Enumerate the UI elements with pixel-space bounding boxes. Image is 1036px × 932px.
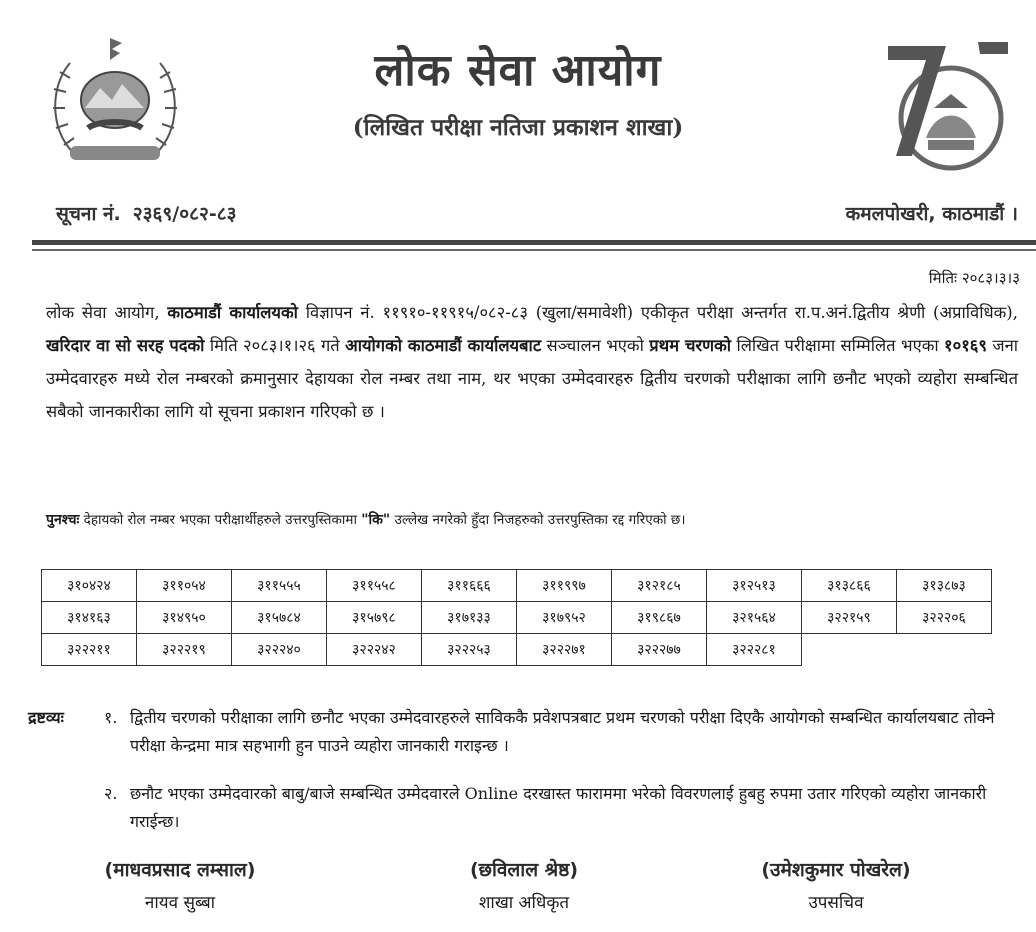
notice-number-value: २३६९/०८२-८३ — [132, 203, 237, 225]
roll-number-cell: ३१३८६६ — [802, 570, 897, 602]
signatory-name: (उमेशकुमार पोखरेल) — [761, 859, 911, 881]
roll-number-cell: ३१९८६७ — [612, 602, 707, 634]
signatory-name: (छविलाल श्रेष्ठ) — [469, 859, 579, 881]
empty-cell — [802, 634, 897, 666]
empty-cell — [897, 634, 992, 666]
header-divider-thin — [32, 249, 1036, 251]
postscript-label: पुनश्चः — [46, 512, 80, 528]
table-row — [42, 634, 992, 666]
signatory-3 — [706, 856, 966, 913]
signatory-1 — [50, 856, 310, 913]
header-divider — [32, 240, 1036, 245]
roll-number-cell: ३१४९५० — [137, 602, 232, 634]
roll-number-cell: ३२२२४० — [232, 634, 327, 666]
psc-75-anniversary-logo — [866, 28, 1016, 178]
roll-number-cell: ३२२२७१ — [517, 634, 612, 666]
signatory-2 — [394, 856, 654, 913]
note-item-1: १. द्वितीय चरणको परीक्षाका लागि छनौट भएका उम्मेदवारहरुले साविककै प्रवेशपत्रबाट प्रथम चरणको परीक्षा दिएकै आयोगको सम्बन्धित कार्यालयबाट तोक्ने परीक्षा केन्द्रमा मात्र सहभागी हुन पाउने व्यहोरा जानकारी गराइन्छ । — [104, 708, 995, 755]
roll-number-cell: ३११०५४ — [137, 570, 232, 602]
table-row — [42, 570, 992, 602]
roll-number-table — [41, 569, 992, 666]
roll-number-cell: ३२२२१९ — [137, 634, 232, 666]
signatory-designation: नायव सुब्बा — [144, 893, 216, 913]
postscript: पुनश्चः देहायको रोल नम्बर भएका परीक्षार्थीहरुले उत्तरपुस्तिकामा "कि" उल्लेख नगरेको हुँदा निजहरुको उत्तरपुस्तिका रद्द गरिएको छ। — [46, 512, 686, 528]
roll-number-cell: ३२२२४२ — [327, 634, 422, 666]
roll-number-cell: ३१७१३३ — [422, 602, 517, 634]
note-item-2: २. छनौट भएका उम्मेदवारको बाबु/बाजे सम्बन्धित उम्मेदवारले Online दरखास्त फाराममा भरेको विवरणलाई हुबहु रुपमा उतार गरिएको व्यहोरा जानकारी गराईन्छ। — [104, 784, 987, 831]
roll-number-cell: ३१३८७३ — [897, 570, 992, 602]
roll-number-cell: ३११५५८ — [327, 570, 422, 602]
roll-number-cell: ३१४१६३ — [42, 602, 137, 634]
signatory-designation: शाखा अधिकृत — [478, 893, 570, 913]
signatory-name: (माधवप्रसाद लम्साल) — [104, 859, 256, 881]
roll-number-cell: ३१५७९८ — [327, 602, 422, 634]
notice-date: मितिः २०८३।३।३ — [928, 269, 1020, 287]
signatory-designation: उपसचिव — [808, 893, 864, 913]
roll-number-cell: ३१२१८५ — [612, 570, 707, 602]
page-subtitle: (लिखित परीक्षा नतिजा प्रकाशन शाखा) — [352, 114, 684, 141]
roll-number-cell: ३२२२७७ — [612, 634, 707, 666]
roll-number-cell: ३२१५६४ — [707, 602, 802, 634]
roll-number-cell: ३११५५५ — [232, 570, 327, 602]
roll-number-cell: ३२२२११ — [42, 634, 137, 666]
roll-number-cell: ३२२१५९ — [802, 602, 897, 634]
nepal-emblem-icon — [40, 28, 190, 178]
roll-number-cell: ३२२२८१ — [707, 634, 802, 666]
roll-number-cell: ३१०४२४ — [42, 570, 137, 602]
roll-number-cell: ३१५७८४ — [232, 602, 327, 634]
table-row — [42, 602, 992, 634]
page-title: लोक सेवा आयोग — [374, 45, 662, 96]
roll-number-cell: ३११६६६ — [422, 570, 517, 602]
roll-number-cell: ३२२२५३ — [422, 634, 517, 666]
notice-body: लोक सेवा आयोग, काठमाडौं कार्यालयको विज्ञापन नं. ११९१०-११९१५/०८२-८३ (खुला/समावेशी) एकीकृत परीक्षा अन्तर्गत रा.प.अनं.द्वितीय श्रेणी (अप्राविधिक), खरिदार वा सो सरह पदको मिति २०८३।१।२६ गते आयोगको काठमाडौं कार्यालयबाट सञ्चालन भएको प्रथम चरणको लिखित परीक्षामा सम्मिलित भएका १०१६९ जना उम्मेदवारहरु मध्ये रोल नम्बरको क्रमानुसार देहायका रोल नम्बर तथा नाम, थर भएका उम्मेदवारहरु द्वितीय चरणको परीक्षाका लागि छनौट भएको व्यहोरा सम्बन्धित सबैको जानकारीका लागि यो सूचना प्रकाशन गरिएको छ । — [46, 303, 1018, 421]
roll-number-cell: ३१७९५२ — [517, 602, 612, 634]
roll-number-cell: ३११९९७ — [517, 570, 612, 602]
roll-number-cell: ३१२५१३ — [707, 570, 802, 602]
roll-number-cell: ३२२२०६ — [897, 602, 992, 634]
notice-number — [56, 200, 237, 226]
office-location: कमलपोखरी, काठमाडौं । — [845, 203, 1018, 225]
notice-label: सूचना नं. — [56, 203, 121, 225]
notes-label: द्रष्टव्यः — [28, 708, 64, 727]
